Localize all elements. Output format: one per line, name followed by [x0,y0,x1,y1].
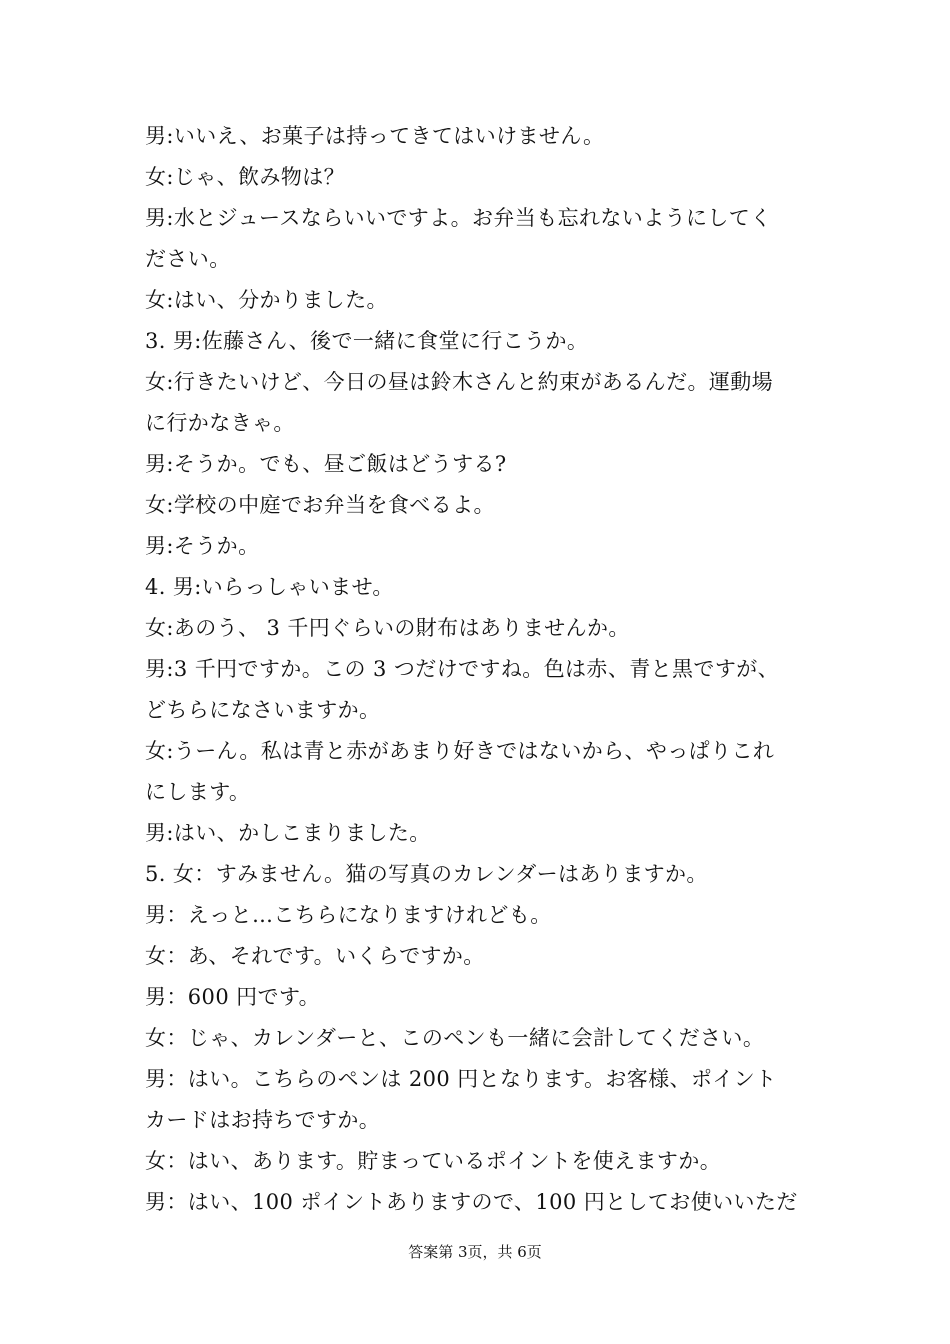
text-line: 女：じゃ、カレンダーと、このペンも一緒に会計してください。 [145,1026,765,1050]
text-line: 男：えっと…こちらになりますけれども。 [145,903,552,927]
text-line: 女:あのう、 3 千円ぐらいの財布はありませんか。 [145,616,630,640]
text-line: 女:学校の中庭でお弁当を食べるよ。 [145,493,495,517]
text-line: 女:じゃ、飲み物は？ [145,165,346,189]
text-line: 女:行きたいけど、今日の昼は鈴木さんと約束があるんだ。運動場 [145,370,774,394]
question-3-line: 3. 男:佐藤さん、後で一緒に食堂に行こうか。 [145,329,589,353]
question-4-line: 4. 男:いらっしゃいませ。 [145,575,394,599]
text-line: 男:水とジュースならいいですよ。お弁当も忘れないようにしてく [145,206,772,230]
text-line: に行かなきゃ。 [145,411,295,435]
text-line: 男：はい、100 ポイントありますので、100 円としてお使いいただ [145,1190,798,1214]
text-line: 女:はい、分かりました。 [145,288,388,312]
text-line: 男:はい、かしこまりました。 [145,821,431,845]
text-line: 男:そうか。 [145,534,260,558]
text-line: 男:そうか。でも、昼ご飯はどうする? [145,452,507,476]
text-line: カードはお持ちですか。 [145,1108,381,1132]
dialogue-transcript [145,116,815,1223]
page-footer: 答案第 3页，共 6页 [408,1243,542,1261]
question-5-line: 5. 女：すみません。猫の写真のカレンダーはありますか。 [145,862,708,886]
text-line: 女：あ、それです。いくらですか。 [145,944,485,968]
text-line: 男:いいえ、お菓子は持ってきてはいけません。 [145,124,605,148]
text-line: 女：はい、あります。貯まっているポイントを使えますか。 [145,1149,722,1173]
text-line: ださい。 [145,247,231,271]
text-line: 男:3 千円ですか。この 3 つだけですね。色は赤、青と黒ですが、 [145,657,780,681]
text-line: どちらになさいますか。 [145,698,381,722]
text-line: 女:うーん。私は青と赤があまり好きではないから、やっぱりこれ [145,739,775,763]
text-line: にします。 [145,780,251,804]
text-line: 男：600 円です。 [145,985,321,1009]
text-line: 男：はい。こちらのペンは 200 円となります。お客様、ポイント [145,1067,777,1091]
